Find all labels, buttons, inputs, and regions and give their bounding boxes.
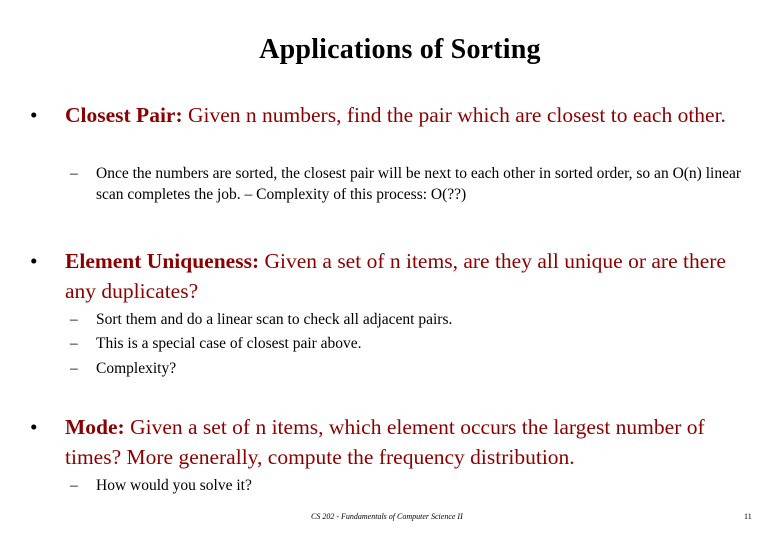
bullet-text: [65, 412, 760, 472]
bullet-description: Given n numbers, find the pair which are closest to each other.: [182, 103, 726, 127]
bullet-marker: •: [30, 103, 38, 127]
bullet-marker: •: [30, 249, 38, 273]
bullet-marker: •: [30, 415, 38, 439]
sub-bullet: [70, 163, 750, 205]
sub-bullet-text: How would you solve it?: [96, 477, 252, 494]
bullet-mode: [30, 412, 760, 472]
slide-title: Applications of Sorting: [259, 34, 541, 65]
sub-bullet: [70, 475, 750, 496]
sub-bullet-marker: –: [70, 477, 78, 494]
bullet-element-uniqueness: [30, 246, 760, 306]
sub-bullet-marker: –: [70, 360, 78, 377]
sub-bullet-marker: –: [70, 165, 78, 182]
sub-bullet-text: This is a special case of closest pair above.: [96, 335, 362, 352]
sub-bullet: [70, 309, 750, 330]
page-number: 11: [744, 512, 752, 521]
bullet-description: Given a set of n items, are they all unique or are there any duplicates?: [65, 249, 726, 303]
bullet-term: Mode:: [65, 415, 125, 439]
sub-bullet-marker: –: [70, 311, 78, 328]
sub-bullet: [70, 333, 750, 354]
bullet-text: [65, 100, 760, 130]
slide-footer: CS 202 - Fundamentals of Computer Science II: [311, 512, 463, 521]
sub-bullet-text: Sort them and do a linear scan to check all adjacent pairs.: [96, 311, 453, 328]
bullet-term: Element Uniqueness:: [65, 249, 260, 273]
sub-bullet-text: Once the numbers are sorted, the closest pair will be next to each other in sorted order, so an O(n) linear scan completes the job. – Complexity of this process: O(??): [96, 165, 741, 203]
bullet-description: Given a set of n items, which element occurs the largest number of times? More generally, compute the frequency distribution.: [65, 415, 705, 469]
bullet-text: [65, 246, 760, 306]
sub-bullet-text: Complexity?: [96, 360, 177, 377]
sub-bullet-marker: –: [70, 335, 78, 352]
sub-bullet: [70, 358, 750, 379]
bullet-term: Closest Pair:: [65, 103, 183, 127]
bullet-closest-pair: [30, 100, 760, 130]
